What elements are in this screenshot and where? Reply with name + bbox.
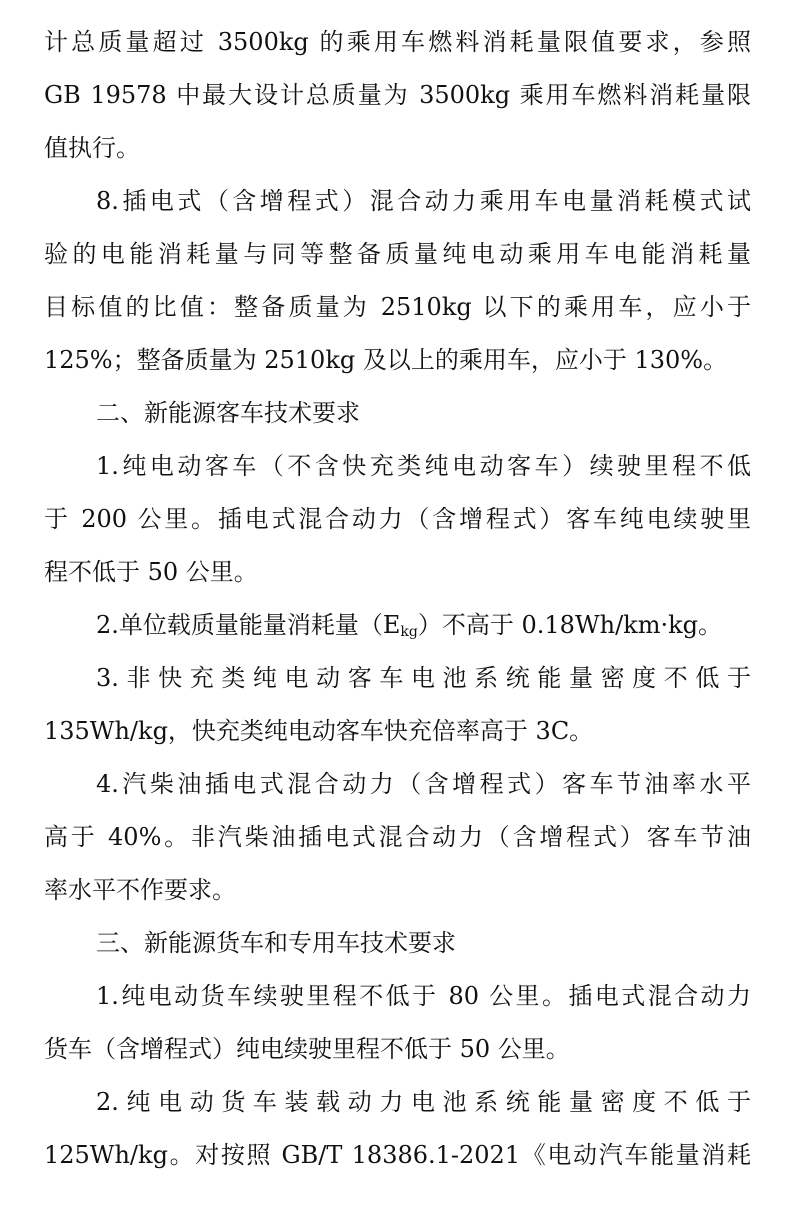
text-line: 2.纯电动货车装载动力电池系统能量密度不低于 — [96, 1088, 751, 1116]
text-line: 货车（含增程式）纯电续驶里程不低于 50 公里。 — [44, 1035, 570, 1063]
text-line: 135Wh/kg，快充类纯电动客车快充倍率高于 3C。 — [44, 717, 594, 745]
text-run: 2.单位载质量能量消耗量（E — [96, 611, 401, 639]
section-heading-2: 二、新能源客车技术要求 — [96, 399, 360, 427]
text-line: 4.汽柴油插电式混合动力（含增程式）客车节油率水平 — [96, 770, 751, 798]
text-line: 程不低于 50 公里。 — [44, 558, 258, 586]
text-line: 高于 40%。非汽柴油插电式混合动力（含增程式）客车节油 — [44, 823, 751, 851]
text-line: 8.插电式（含增程式）混合动力乘用车电量消耗模式试 — [96, 187, 751, 215]
text-line: 1.纯电动客车（不含快充类纯电动客车）续驶里程不低 — [96, 452, 751, 480]
text-line: GB 19578 中最大设计总质量为 3500kg 乘用车燃料消耗量限 — [44, 81, 751, 109]
subscript-kg: kg — [400, 624, 418, 640]
paragraph-p3 — [44, 440, 751, 599]
text-run: ）不高于 0.18Wh/km·kg。 — [417, 611, 722, 639]
text-line: 率水平不作要求。 — [44, 876, 236, 904]
paragraph-p2 — [44, 175, 751, 387]
paragraph-p6 — [44, 758, 751, 917]
text-line: 验的电能消耗量与同等整备质量纯电动乘用车电能消耗量 — [44, 240, 751, 268]
paragraph-p1 — [44, 16, 751, 175]
paragraph-p4 — [44, 599, 751, 652]
text-line: 计总质量超过 3500kg 的乘用车燃料消耗量限值要求，参照 — [44, 28, 751, 56]
paragraph-p5 — [44, 652, 751, 758]
text-line: 目标值的比值：整备质量为 2510kg 以下的乘用车，应小于 — [44, 293, 751, 321]
text-line: 值执行。 — [44, 134, 140, 162]
text-line: 3.非快充类纯电动客车电池系统能量密度不低于 — [96, 664, 751, 692]
text-line: 125Wh/kg。对按照 GB/T 18386.1-2021《电动汽车能量消耗 — [44, 1141, 751, 1169]
text-line: 1.纯电动货车续驶里程不低于 80 公里。插电式混合动力 — [96, 982, 751, 1010]
text-line: 125%；整备质量为 2510kg 及以上的乘用车，应小于 130%。 — [44, 346, 728, 374]
paragraph-p7 — [44, 970, 751, 1076]
text-line: 于 200 公里。插电式混合动力（含增程式）客车纯电续驶里 — [44, 505, 751, 533]
paragraph-p8 — [44, 1076, 751, 1182]
section-heading-3: 三、新能源货车和专用车技术要求 — [96, 929, 456, 957]
